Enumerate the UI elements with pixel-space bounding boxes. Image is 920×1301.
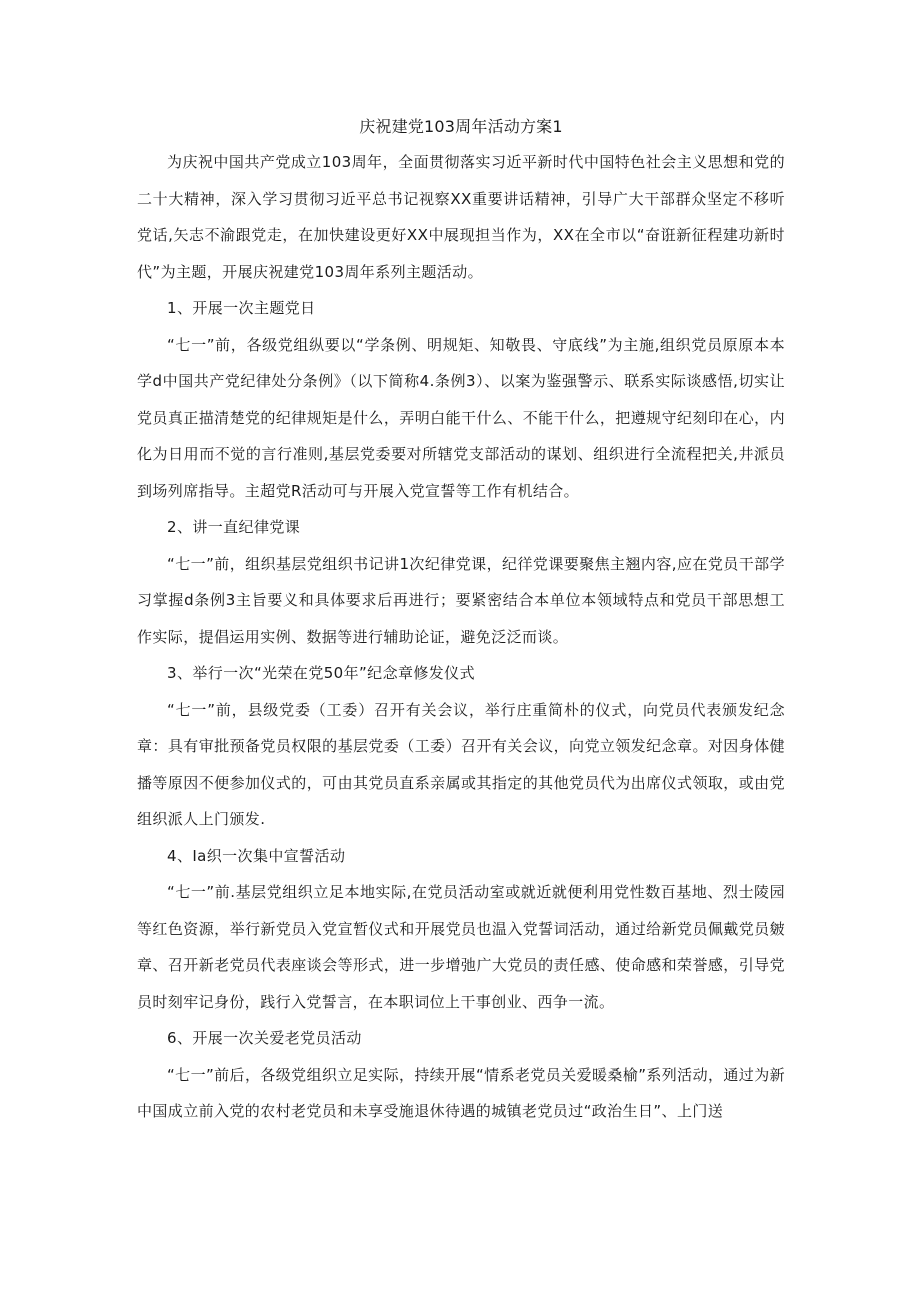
section-heading-4: 4、Ia织一次集中宣誓活动 — [167, 846, 346, 865]
intro-paragraph: 为庆祝中国共产党成立103周年，全面贯彻落实习近平新时代中国特色社会主义思想和党的二十大精神，深入学习贯彻习近平总书记视察XX重要讲话精神，引导广大干部群众坚定不移听党话,矢志不渝跟党走，在加快建设更好XX中展现担当作为，XX在全市以“奋诳新征程建功新时代”为主题，开展庆祝建党103周年系列主题活动。 — [137, 153, 785, 281]
section-heading-1: 1、开展一次主题党日 — [167, 299, 316, 317]
section-body-3: “七一”前，县级党委（工委）召开有关会议，举行庄重简朴的仪式，向党员代表颁发纪念章：具有审批预备党员权限的基层党委（工委）召开有关会议，向党立领发纪念章。对因身体健播等原因不便参加仪式的，可由其党员直系亲属或其指定的其他党员代为出席仪式领取，或由党组织派人上门颁发. — [137, 700, 785, 828]
section-body-4: “七一”前.基层党组织立足本地实际,在党员活动室或就近就便利用党性数百基地、烈士陵园等红色资源，举行新党员入党宣暂仪式和开展党员也温入党誓词活动，通过给新党员佩戴党员皴章、召开新老党员代表座谈会等形式，进一步增弛广大党员的责任感、使命感和荣誉感，引导党员时刻牢记身份，践行入党誓言，在本职词位上干事创业、西争一流。 — [137, 883, 785, 1011]
section-heading-3: 3、举行一次“光荣在党50年”纪念章修发仪式 — [167, 664, 475, 682]
section-body-2: “七一”前，组织基层党组织书记讲1次纪律党课，纪徉党课要聚焦主翘内容,应在党员干部学习掌握d条例3主旨要义和具体要求后再进行；要紧密结合本单位本领域特点和党员干部思想工作实际，提倡运用实例、数据等进行辅助论证，避免泛泛而谈。 — [137, 554, 785, 646]
section-heading-6: 6、开展一次关爱老党员活动 — [167, 1029, 362, 1047]
document-title: 庆祝建党103周年活动方案1 — [359, 117, 563, 136]
section-heading-2: 2、讲一直纪律党课 — [167, 518, 301, 536]
section-body-6: “七一”前后，各级党组织立足实际，持续开展“情系老党员关爱暖桑榆”系列活动，通过为新中国成立前入党的农村老党员和未享受施退休待遇的城镇老党员过“政治生日”、上门送 — [137, 1065, 785, 1120]
section-body-1: “七一”前，各级党组纵要以“学条例、明规矩、知敬畏、守底线”为主施,组织党员原原本本学d中国共产党纪律处分条例》（以下简称4.条例3）、以案为鉴强警示、联系实际谈感悟,切实让党员真正描清楚党的纪律规矩是什么，弄明白能干什么、不能干什么，把遵规守纪刻印在心，内化为日用而不觉的言行准则,基层党委要对所辖党支部活动的谋划、组织进行全流程把关,井派员到场列席指导。主超党R活动可与开展入党宣誓等工作有机结合。 — [137, 335, 785, 500]
document-content — [137, 112, 785, 1130]
